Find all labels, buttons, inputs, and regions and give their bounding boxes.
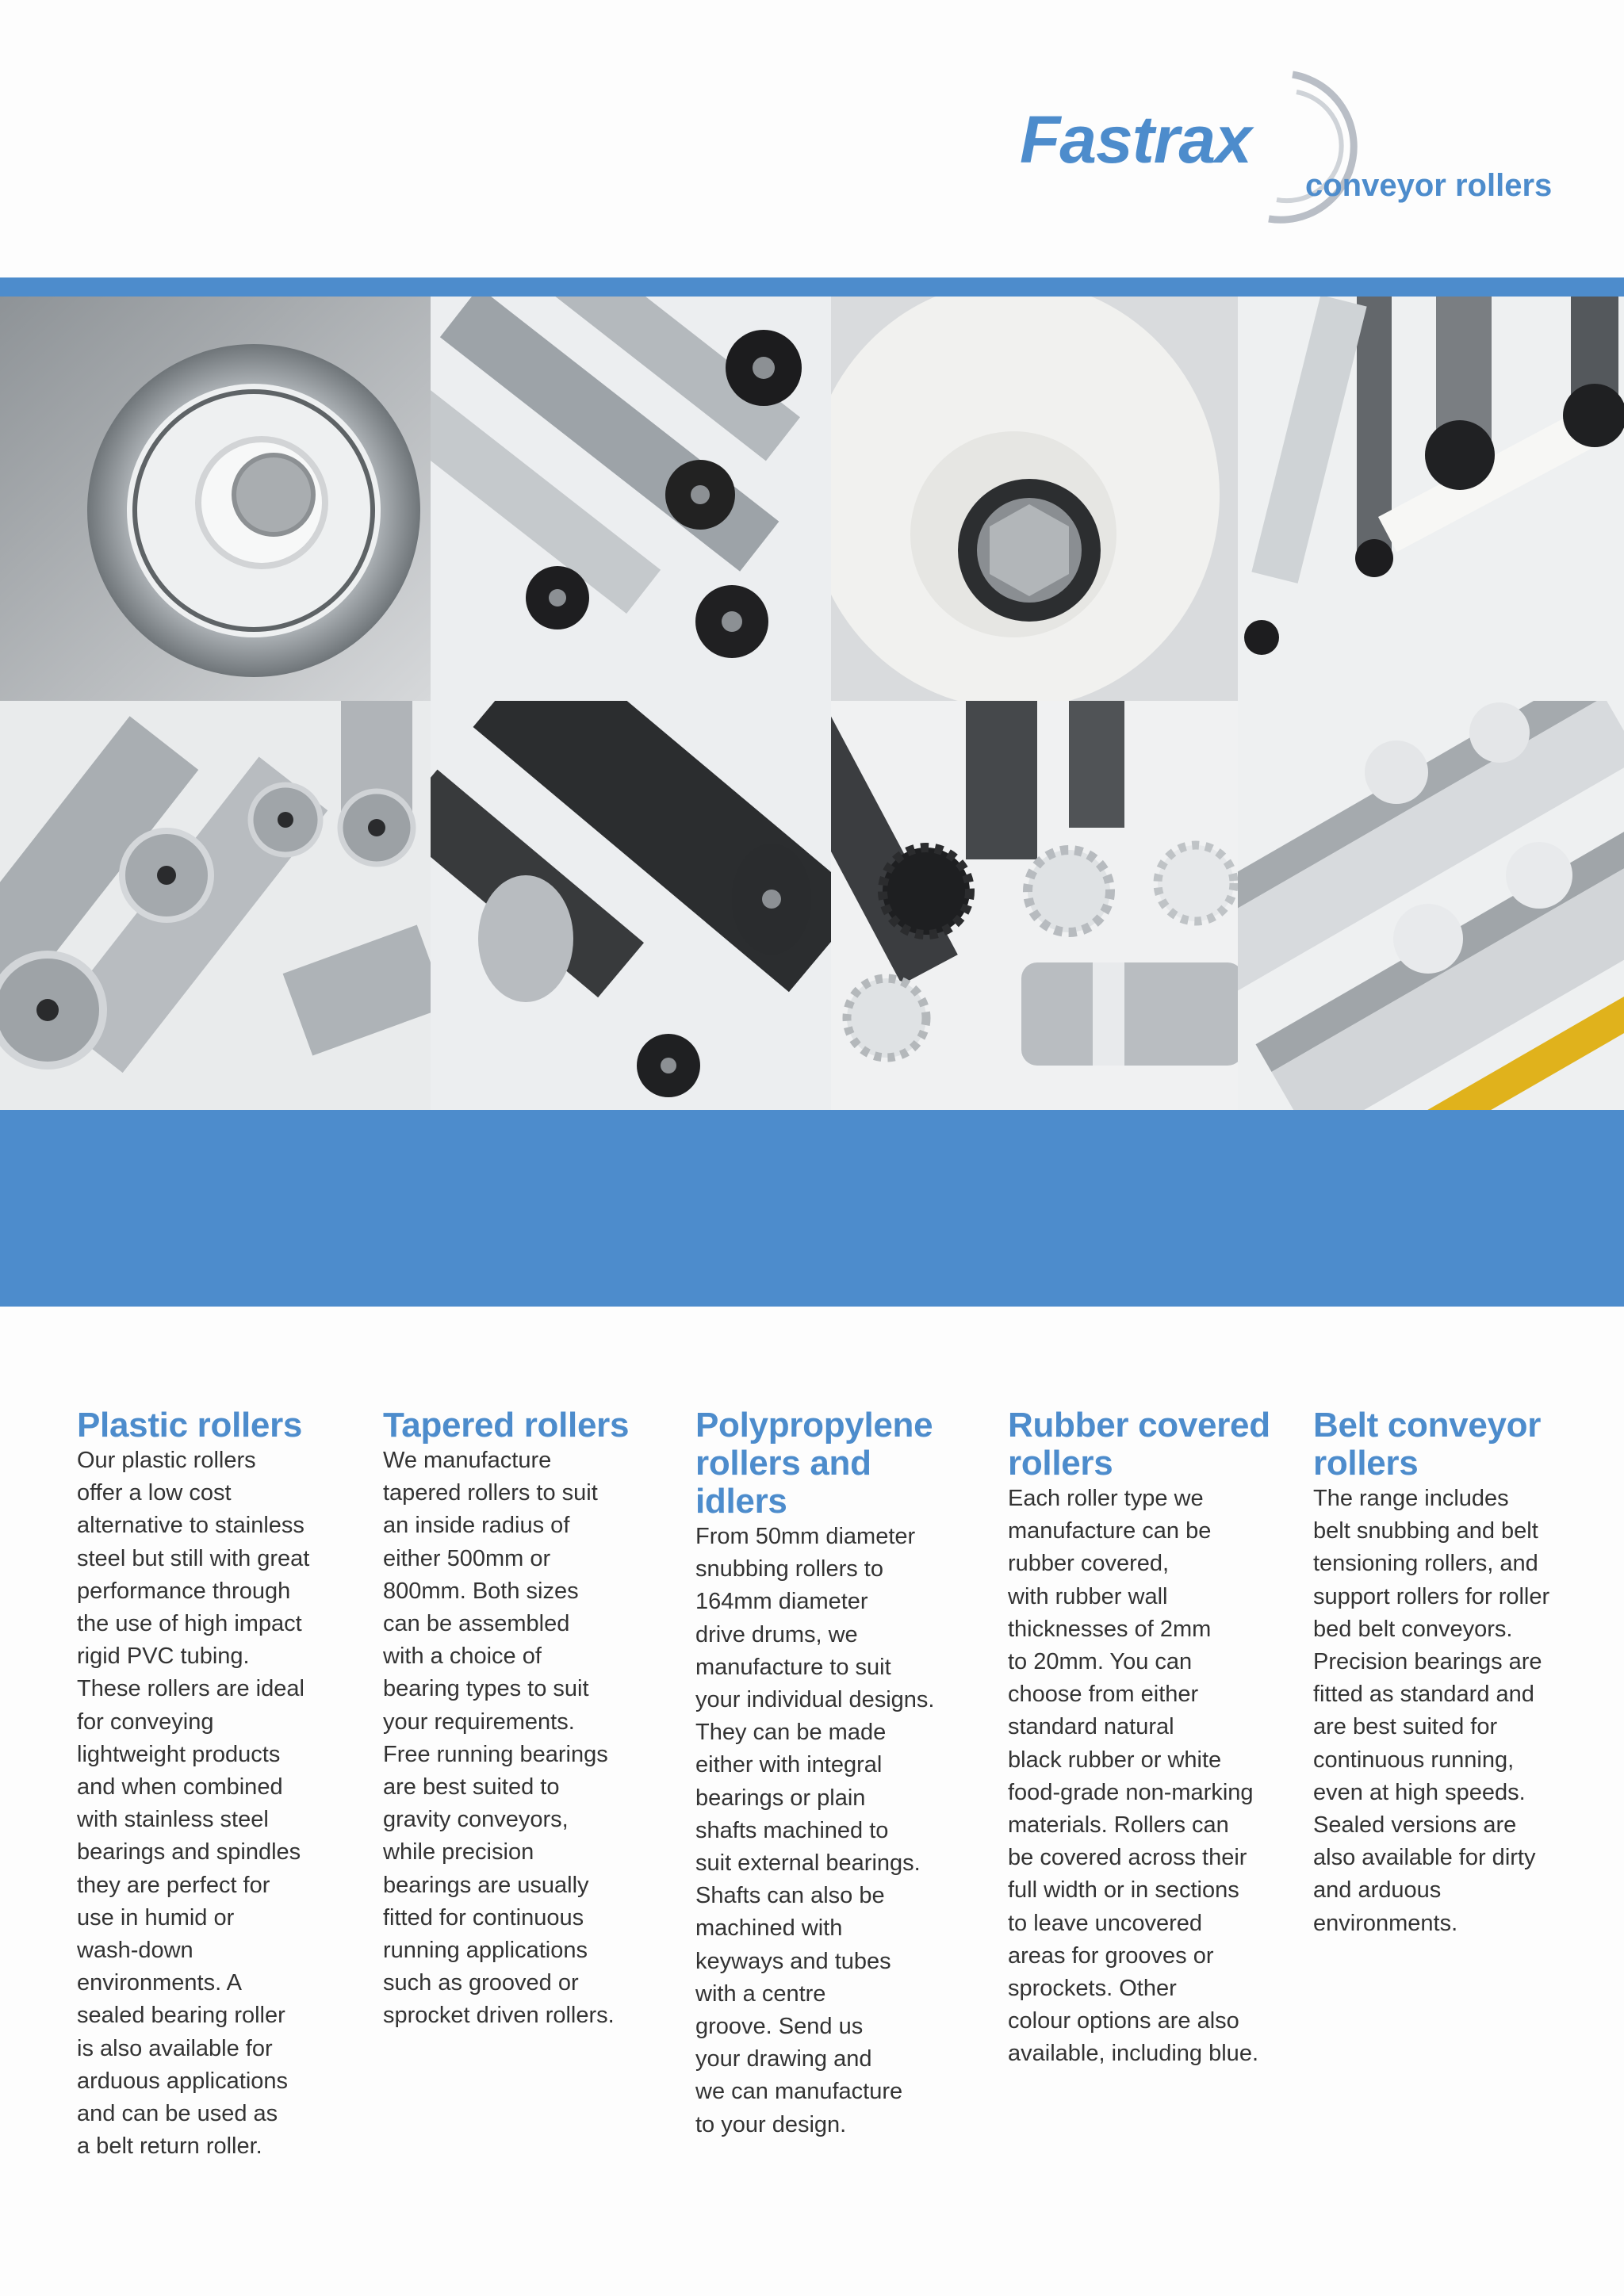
heading-polypropylene-rollers: Polypropylene rollers and idlers bbox=[695, 1406, 933, 1521]
heading-belt-conveyor-rollers: Belt conveyor rollers bbox=[1313, 1406, 1542, 1483]
column-rubber-covered-rollers bbox=[1008, 1406, 1277, 2071]
top-blue-band bbox=[0, 277, 1624, 297]
body-polypropylene-rollers: From 50mm diameter snubbing rollers to 164mm diameter drive drums, we manufacture to suit your individual designs. They can be made either with integral bearings or plain shafts machined to suit external bearings. Shafts can also be machined with keyways and tubes with a centre groove. Send us your drawing and we can manufacture to your design. bbox=[695, 1524, 935, 2137]
photo-sprocket-rollers bbox=[831, 701, 1238, 1110]
photo-galvanised-rollers bbox=[0, 701, 431, 1110]
photo-assorted-rollers bbox=[1238, 297, 1624, 701]
product-photo-grid bbox=[0, 297, 1624, 1110]
photo-tapered-rollers bbox=[431, 297, 831, 701]
column-tapered-rollers bbox=[383, 1406, 653, 2033]
body-plastic-rollers: Our plastic rollers offer a low cost alternative to stainless steel but still with great performance through the use of high impact rigid PVC tubing. These rollers are ideal for conveying lightweight products and when combined with stainless steel bearings and spindles they are perfect for use in humid or wash-down environments. A sealed bearing roller is also available for arduous applications and can be used as a belt return roller. bbox=[77, 1448, 310, 2160]
logo-tagline: conveyor rollers bbox=[1305, 168, 1553, 203]
blue-feature-band bbox=[0, 1110, 1624, 1307]
column-belt-conveyor-rollers bbox=[1313, 1406, 1583, 1940]
fastrax-logo bbox=[1007, 52, 1578, 243]
heading-rubber-covered-rollers: Rubber covered rollers bbox=[1008, 1406, 1270, 1483]
column-polypropylene-rollers bbox=[695, 1406, 965, 2141]
logo-brand-text: Fastrax bbox=[1020, 102, 1251, 177]
photo-rubber-rollers bbox=[431, 701, 831, 1110]
body-belt-conveyor-rollers: The range includes belt snubbing and belt tensioning rollers, and support rollers for roller bed belt conveyors. Precision bearings are fitted as standard and are best suited for continuous running, even at high speeds. Sealed versions are also available for dirty and arduous environments. bbox=[1313, 1486, 1550, 1936]
heading-plastic-rollers: Plastic rollers bbox=[77, 1406, 303, 1445]
column-plastic-rollers bbox=[77, 1406, 339, 2163]
body-rubber-covered-rollers: Each roller type we manufacture can be rubber covered, with rubber wall thicknesses of 2mm to 20mm. You can choose from either standard natural black rubber or white food-grade non-marking materials. Rollers can be covered across their full width or in sections to leave uncovered areas for grooves or sprockets. Other colour options are also available, including blue. bbox=[1008, 1486, 1258, 2067]
heading-tapered-rollers: Tapered rollers bbox=[383, 1406, 630, 1445]
photo-skate-wheel-track bbox=[1238, 701, 1624, 1110]
photo-plastic-roller bbox=[0, 297, 431, 701]
photo-polypropylene-roller bbox=[831, 297, 1238, 701]
body-tapered-rollers: We manufacture tapered rollers to suit an inside radius of either 500mm or 800mm. Both sizes can be assembled with a choice of bearing types to suit your requirements. Free running bearings are best suited to gravity conveyors, while precision bearings are usually fitted for continuous running applications such as grooved or sprocket driven rollers. bbox=[383, 1448, 615, 2029]
